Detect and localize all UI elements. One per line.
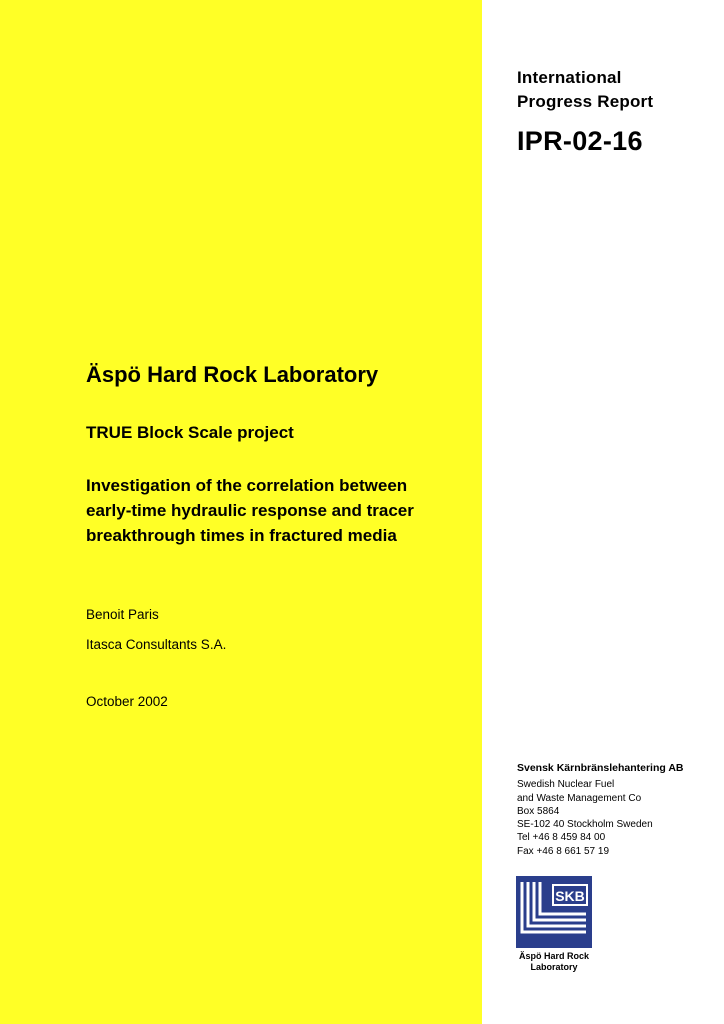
series-line-1: International xyxy=(517,68,622,87)
publisher-address: Box 5864 xyxy=(517,805,560,817)
report-number: IPR-02-16 xyxy=(517,126,643,156)
publisher-fax: Fax +46 8 661 57 19 xyxy=(517,845,610,857)
report-title-line-1: Investigation of the correlation between xyxy=(86,476,408,495)
publisher-block xyxy=(517,762,684,858)
report-title-line-3: breakthrough times in fractured media xyxy=(86,526,397,545)
author-affiliation: Itasca Consultants S.A. xyxy=(86,637,227,652)
publisher-phone: Tel +46 8 459 84 00 xyxy=(517,832,606,844)
logo-caption-line-1: Äspö Hard Rock xyxy=(518,951,589,961)
series-line-2: Progress Report xyxy=(517,92,654,111)
report-series xyxy=(517,66,653,114)
project-title: TRUE Block Scale project xyxy=(86,423,294,442)
logo-caption-line-2: Laboratory xyxy=(530,962,578,972)
author-name: Benoit Paris xyxy=(86,607,159,622)
publisher-city: SE-102 40 Stockholm Sweden xyxy=(517,819,653,831)
report-title-line-2: early-time hydraulic response and tracer xyxy=(86,501,414,520)
lab-title: Äspö Hard Rock Laboratory xyxy=(86,362,379,387)
logo-caption xyxy=(516,951,592,973)
skb-logo xyxy=(516,876,592,973)
publisher-name: Svensk Kärnbränslehantering AB xyxy=(517,762,684,774)
publication-date: October 2002 xyxy=(86,694,168,709)
report-title xyxy=(86,473,476,548)
publisher-line-2: and Waste Management Co xyxy=(517,792,642,804)
publisher-line-1: Swedish Nuclear Fuel xyxy=(517,779,615,791)
skb-logo-icon xyxy=(516,876,592,948)
logo-mark-text: SKB xyxy=(555,888,585,904)
